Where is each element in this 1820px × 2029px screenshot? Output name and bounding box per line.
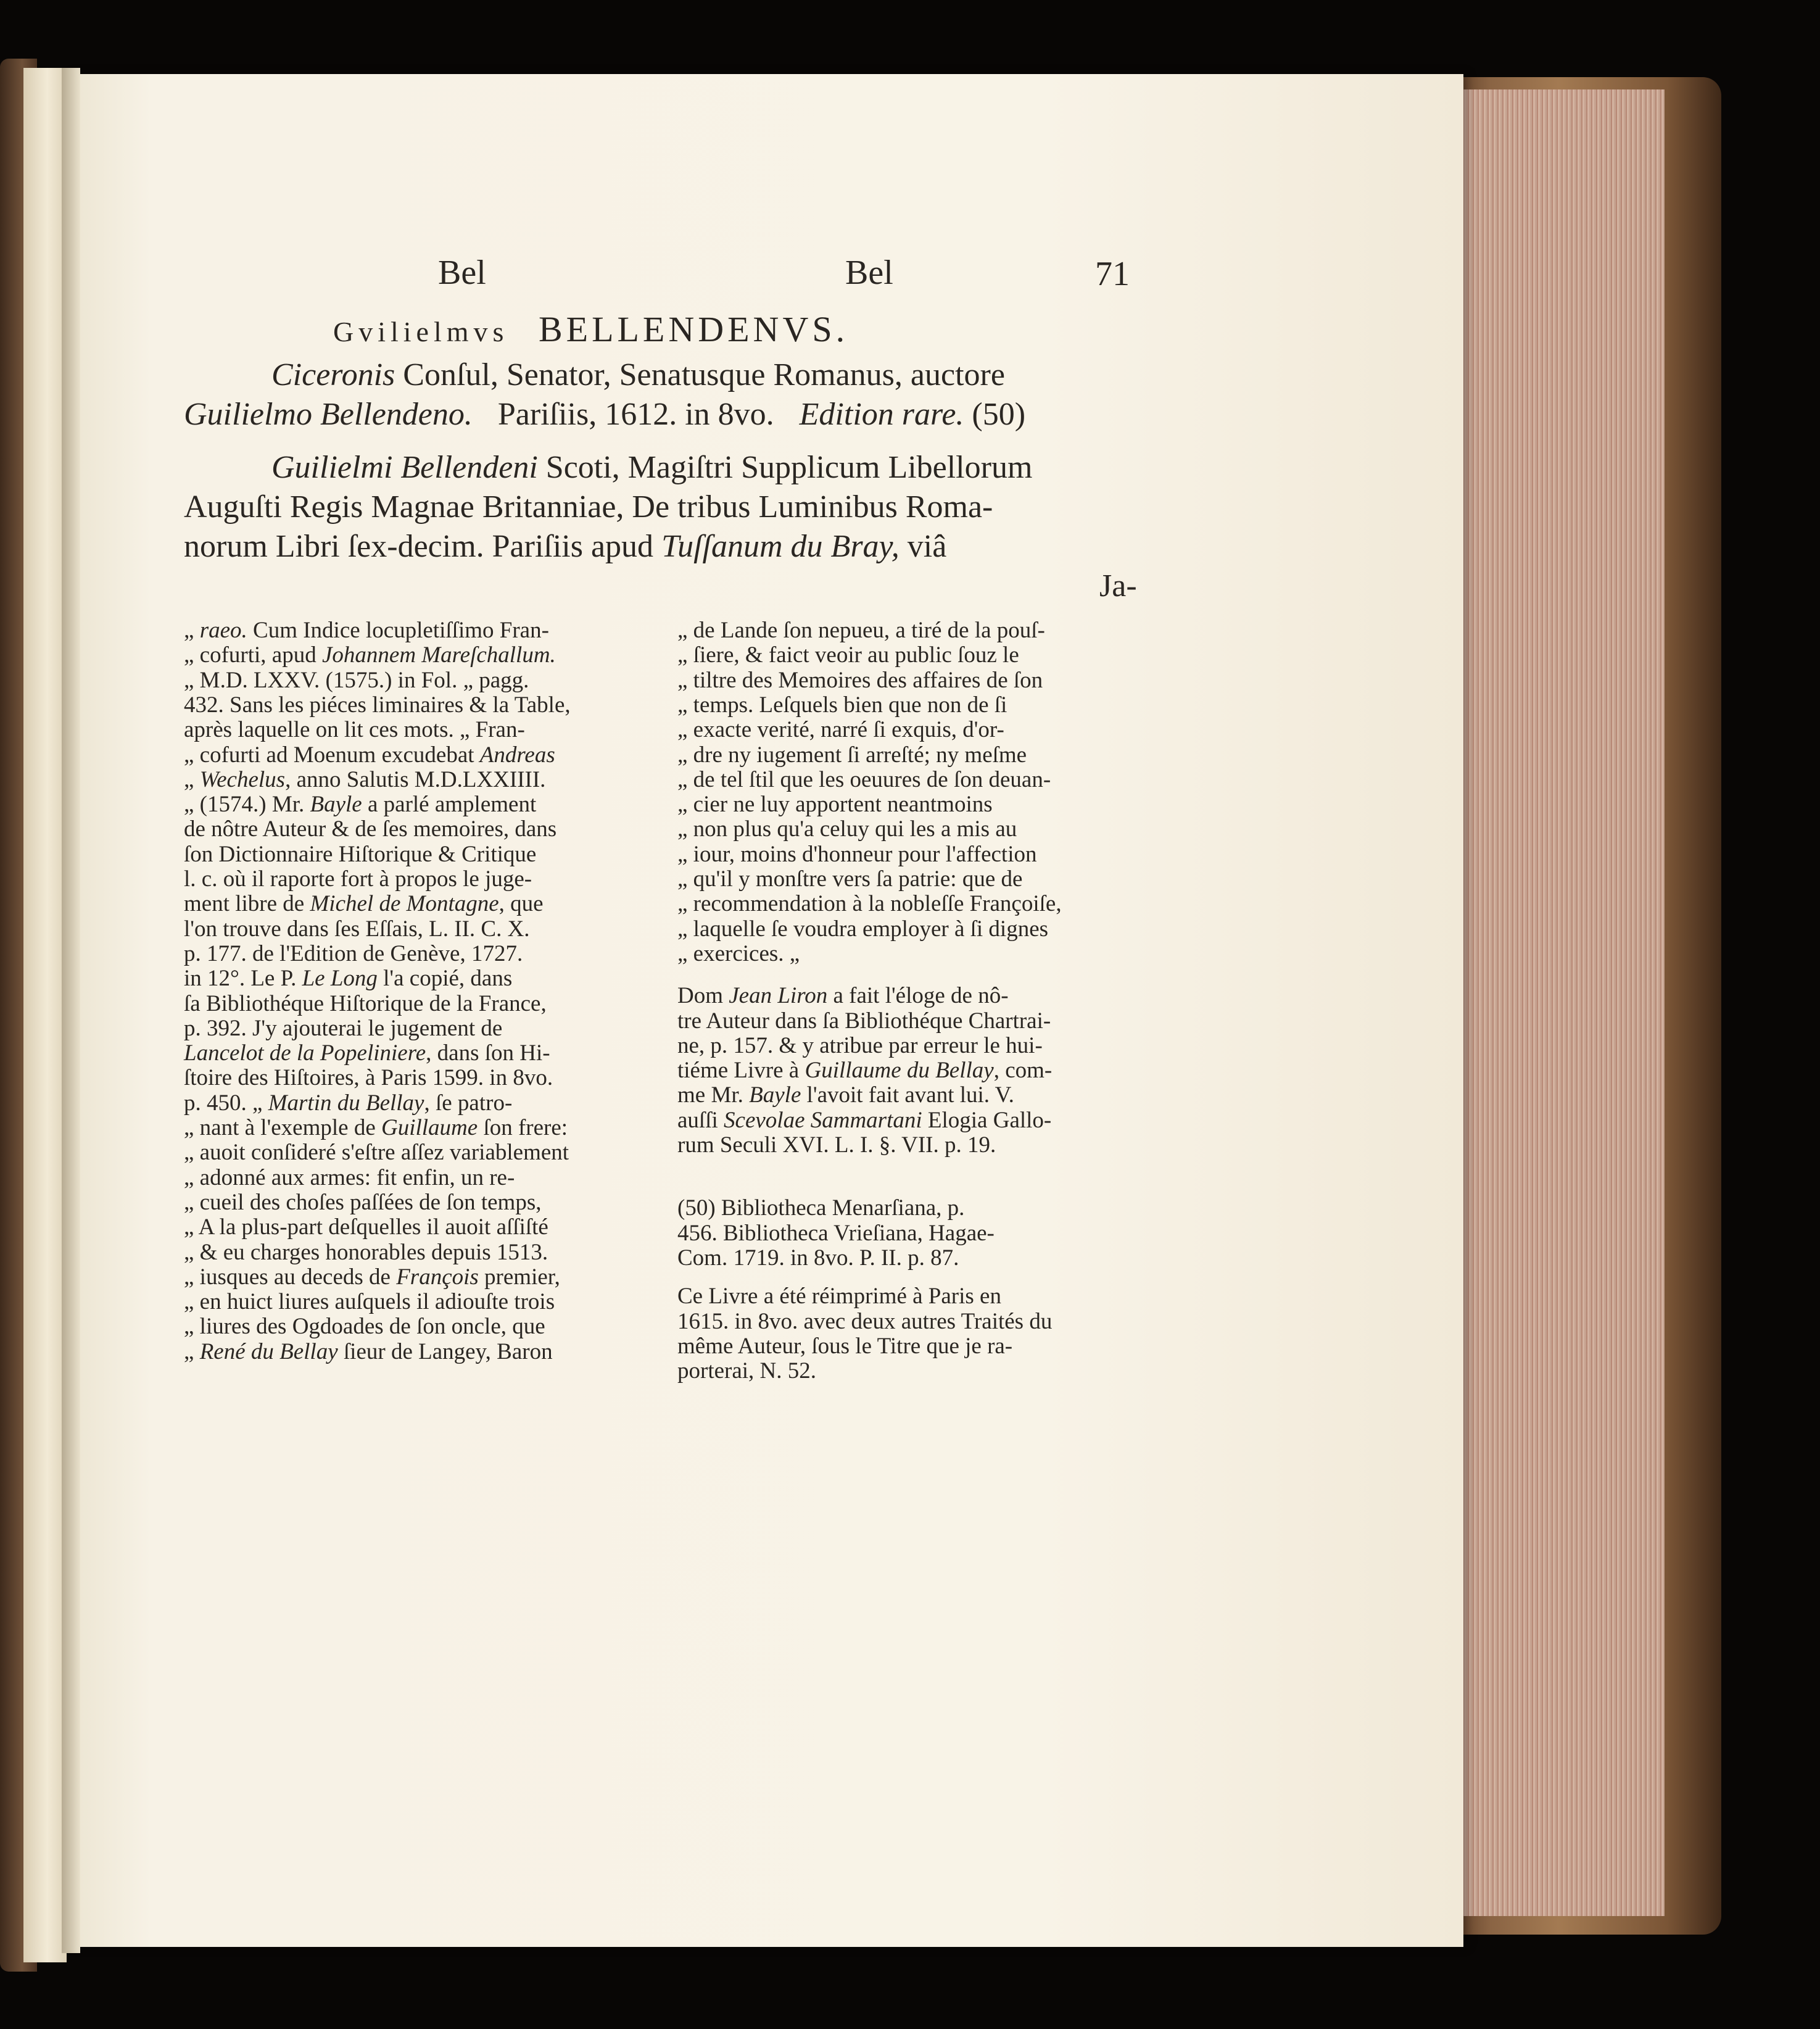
italic-segment: Andreas (479, 742, 555, 768)
text-segment: l. c. où il raporte fort à propos le juge- (184, 866, 532, 892)
italic-segment: Jean Liron (729, 983, 828, 1009)
text-segment: „ dre ny iugement ſi arreſté; ny meſme (677, 742, 1027, 768)
italic-segment: Michel de Montagne (310, 891, 499, 917)
entry2-catchword: Ja- (1099, 568, 1137, 604)
text-segment: , dans ſon Hi- (426, 1040, 550, 1066)
text-segment: Ce Livre a été réimprimé à Paris en (677, 1284, 1001, 1309)
text-segment: ment libre de (184, 891, 310, 917)
title (333, 309, 848, 350)
text-segment: „ cier ne luy apportent neantmoins (677, 792, 993, 818)
text-segment: „ & eu charges honorables depuis 1513. (184, 1239, 548, 1265)
text-segment: „ cofurti, apud (184, 642, 322, 668)
text-segment: „ nant à l'exemple de (184, 1115, 381, 1140)
text-segment: après laquelle on lit ces mots. „ Fran- (184, 717, 525, 743)
right-col-line (677, 791, 993, 818)
text-segment: tre Auteur dans ſa Bibliothéque Chartrai- (677, 1008, 1051, 1034)
left-col-line (184, 1189, 541, 1216)
text-segment: premier, (478, 1264, 560, 1290)
text-segment: rum Seculi XVI. L. I. §. VII. p. 19. (677, 1132, 996, 1158)
text-segment: „ non plus qu'a celuy qui les a mis au (677, 816, 1017, 842)
right-col-line (677, 1283, 1001, 1309)
text-segment: ſon Dictionnaire Hiſtorique & Critique (184, 841, 537, 867)
right-col-line (677, 1333, 1012, 1359)
text-segment: p. 450. „ (184, 1090, 268, 1116)
left-col-line (184, 1313, 545, 1340)
right-col-line (677, 667, 1043, 694)
text-segment: l'on trouve dans ſes Eſſais, L. II. C. X. (184, 916, 530, 942)
text-segment: „ iour, moins d'honneur pour l'affection (677, 841, 1037, 867)
text-segment: „ en huict liures auſquels il adiouſte trois (184, 1289, 555, 1315)
entry2-author-italic: Guilielmi Bellendeni (271, 450, 538, 485)
entry1-author-italic: Guilielmo Bellendeno. (184, 397, 473, 432)
gutter-shadow (62, 68, 80, 1953)
text-segment: „ auoit conſideré s'eſtre aſſez variablement (184, 1140, 569, 1166)
italic-segment: François (396, 1264, 479, 1290)
text-segment: , anno Salutis M.D.LXXIIII. (285, 766, 546, 792)
text-segment: tiéme Livre à (677, 1058, 805, 1084)
page (68, 74, 1463, 1947)
text-segment: „ qu'il y monſtre vers ſa patrie: que de (677, 866, 1023, 892)
text-segment: „ iusques au deceds de (184, 1264, 397, 1290)
left-col-line (184, 692, 571, 718)
right-col-line (677, 1195, 964, 1221)
text-segment: de nôtre Auteur & de ſes memoires, dans (184, 816, 557, 842)
right-col-line (677, 766, 1051, 793)
entry2-printer-italic: Tuſſanum du Bray, (661, 529, 900, 564)
left-col-line (184, 1164, 515, 1191)
text-segment: „ de Lande ſon nepueu, a tiré de la pouſ- (677, 618, 1045, 643)
left-col-line (184, 940, 523, 967)
left-page-sliver (23, 68, 67, 1962)
italic-segment: Lancelot de la Popeliniere (184, 1040, 426, 1066)
title-surname: BELLENDENVS. (538, 309, 849, 349)
left-col-line (184, 642, 556, 668)
text-segment: „ adonné aux armes: fit enfin, un re- (184, 1164, 515, 1190)
text-segment: „ temps. Leſquels bien que non de ſi (677, 692, 1007, 718)
text-segment: l'a copié, dans (377, 966, 513, 992)
left-col-line (184, 916, 530, 942)
left-col-line (184, 742, 555, 768)
right-col-line (677, 1358, 816, 1384)
text-segment: ne, p. 157. & y atribue par erreur le hui- (677, 1032, 1043, 1058)
entry1-line1-text: Conſul, Senator, Senatusque Romanus, auctore (403, 357, 1005, 392)
left-col-line (184, 1064, 553, 1091)
left-col-line (184, 1040, 550, 1066)
entry1-title-italic: Ciceronis (271, 357, 395, 392)
text-segment: Cum Indice locupletiſſimo Fran- (247, 618, 549, 643)
text-segment: auſſi (677, 1107, 724, 1133)
text-segment: porterai, N. 52. (677, 1358, 817, 1384)
left-col-line (184, 617, 549, 644)
entry2-line3-end: viâ (907, 529, 947, 564)
entry2-line2: Auguſti Regis Magnae Britanniae, De tribus Luminibus Roma- (184, 489, 993, 525)
entry2-line3-start: norum Libri ſex-decim. Pariſiis apud (184, 529, 654, 564)
left-col-line (184, 1239, 548, 1266)
entry1-line1 (271, 357, 1226, 393)
text-segment: „ exercices. „ (677, 940, 800, 966)
left-col-line (184, 1114, 568, 1141)
text-segment: ſieur de Langey, Baron (337, 1338, 553, 1364)
text-segment: Elogia Gallo- (922, 1107, 1052, 1133)
text-segment: a parlé amplement (362, 792, 537, 818)
text-segment: p. 177. de l'Edition de Genève, 1727. (184, 940, 523, 966)
italic-segment: Johannem Mareſchallum. (321, 642, 556, 668)
text-segment: l'avoit fait avant lui. V. (801, 1082, 1014, 1108)
text-segment: „ ſiere, & faict veoir au public ſouz le (677, 642, 1019, 668)
header-center-word: Bel (845, 254, 893, 292)
text-segment: „ tiltre des Memoires des affaires de ſon (677, 667, 1043, 693)
text-segment: „ liures des Ogdoades de ſon oncle, que (184, 1314, 545, 1340)
text-segment: 1615. in 8vo. avec deux autres Traités du (677, 1308, 1053, 1334)
right-col-line (677, 1132, 996, 1158)
italic-segment: Guillaume du Bellay (805, 1058, 994, 1084)
left-col-line (184, 965, 512, 992)
text-segment: „ recommendation à la nobleſſe Françoiſe, (677, 891, 1062, 917)
left-col-line (184, 1338, 553, 1365)
text-segment: Com. 1719. in 8vo. P. II. p. 87. (677, 1245, 959, 1271)
text-segment: me Mr. (677, 1082, 750, 1108)
right-col-line (677, 1308, 1052, 1335)
text-segment: „ cofurti ad Moenum excudebat (184, 742, 480, 768)
right-col-line (677, 716, 1004, 743)
left-col-line (184, 766, 545, 793)
entry1-line2 (184, 396, 1025, 433)
text-segment: „ cueil des choſes paſſées de ſon temps, (184, 1189, 542, 1215)
italic-segment: Martin du Bellay (268, 1090, 424, 1116)
right-col-line (677, 866, 1022, 892)
italic-segment: Bayle (749, 1082, 801, 1108)
text-segment: (50) Bibliotheca Menarſiana, p. (677, 1195, 965, 1221)
right-col-line (677, 982, 1009, 1009)
right-col-line (677, 890, 1062, 917)
right-col-line (677, 617, 1045, 644)
left-col-line (184, 1090, 512, 1116)
italic-segment: René du Bellay (199, 1338, 338, 1364)
text-segment: a fait l'éloge de nô- (827, 983, 1009, 1009)
text-segment: „ laquelle ſe voudra employer à ſi dignes (677, 916, 1049, 942)
left-col-line (184, 990, 547, 1017)
left-col-line (184, 1264, 560, 1290)
text-segment: in 12°. Le P. (184, 966, 302, 992)
text-segment: 456. Bibliotheca Vrieſiana, Hagae- (677, 1220, 995, 1246)
text-segment: „ de tel ſtil que les oeuures de ſon deuan- (677, 766, 1051, 792)
entry2-line1-text: Scoti, Magiſtri Supplicum Libellorum (545, 450, 1033, 485)
text-segment: , com- (993, 1058, 1053, 1084)
italic-segment: Le Long (302, 966, 378, 992)
left-col-line (184, 716, 525, 743)
italic-segment: raeo. (199, 618, 247, 643)
left-col-line (184, 1139, 569, 1166)
entry1-footnote-ref: (50) (972, 397, 1026, 432)
right-col-line (677, 940, 800, 967)
text-segment: „ (184, 1338, 200, 1364)
italic-segment: Bayle (310, 792, 362, 818)
right-col-line (677, 1107, 1051, 1134)
entry1-imprint: Pariſiis, 1612. in 8vo. (497, 397, 774, 432)
left-col-line (184, 816, 556, 842)
right-col-line (677, 916, 1048, 942)
left-col-line (184, 841, 536, 868)
text-segment: ſa Bibliothéque Hiſtorique de la France, (184, 990, 547, 1016)
text-segment: ſtoire des Hiſtoires, à Paris 1599. in 8vo. (184, 1065, 553, 1091)
left-col-line (184, 890, 544, 917)
text-segment: même Auteur, ſous le Titre que je ra- (677, 1333, 1013, 1359)
right-col-line (677, 1008, 1051, 1034)
text-segment: „ exacte verité, narré ſi exquis, d'or- (677, 717, 1004, 743)
text-segment: Dom (677, 983, 729, 1009)
left-col-line (184, 866, 532, 892)
entry2-line1 (271, 449, 1032, 486)
text-segment: „ (184, 766, 200, 792)
italic-segment: Scevolae Sammartani (724, 1107, 922, 1133)
text-segment: 432. Sans les piéces liminaires & la Table, (184, 692, 571, 718)
text-segment: „ M.D. LXXV. (1575.) in Fol. „ pagg. (184, 667, 529, 693)
text-segment: , ſe patro- (424, 1090, 513, 1116)
right-col-line (677, 1057, 1052, 1084)
right-col-line (677, 841, 1036, 868)
italic-segment: Wechelus (199, 766, 286, 792)
left-col-line (184, 1214, 548, 1240)
right-col-line (677, 742, 1027, 768)
text-segment: ſon frere: (478, 1115, 568, 1140)
entry2-line3 (184, 528, 946, 565)
page-edges (1461, 89, 1665, 1916)
right-col-line (677, 642, 1019, 668)
text-segment: „ (1574.) Mr. (184, 792, 310, 818)
right-col-line (677, 692, 1007, 718)
right-col-line (677, 816, 1017, 842)
right-col-line (677, 1082, 1014, 1108)
left-col-line (184, 1015, 502, 1042)
left-col-line (184, 791, 536, 818)
entry1-note-italic: Edition rare. (799, 397, 964, 432)
text-segment: „ (184, 618, 200, 643)
header-left-word: Bel (438, 254, 486, 292)
text-segment: , que (498, 891, 544, 917)
text-segment: „ A la plus-part deſquelles il auoit aſſiſté (184, 1214, 548, 1240)
left-col-line (184, 667, 529, 694)
left-col-line (184, 1288, 555, 1315)
right-col-line (677, 1245, 959, 1271)
italic-segment: Guillaume (381, 1115, 478, 1140)
title-given-name: Gvilielmvs (333, 316, 509, 347)
right-col-line (677, 1032, 1043, 1059)
right-col-line (677, 1220, 995, 1247)
text-segment: p. 392. J'y ajouterai le jugement de (184, 1015, 503, 1041)
page-number: 71 (1095, 255, 1130, 293)
